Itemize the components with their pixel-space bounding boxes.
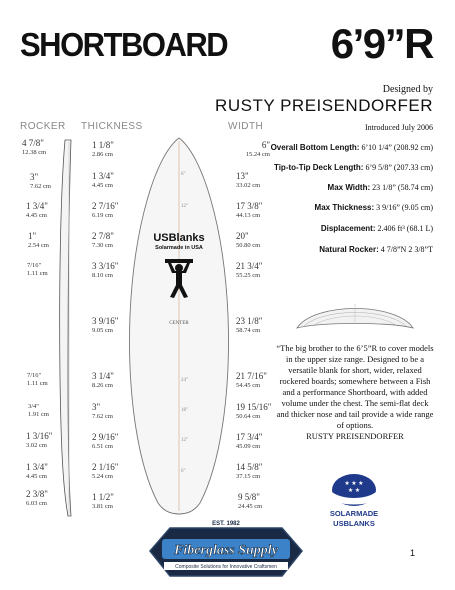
model-type: SHORTBOARD xyxy=(20,26,228,64)
thickness-value: 2 7/16" xyxy=(92,201,119,211)
est-year-label xyxy=(212,521,240,527)
rocker-row-6 xyxy=(27,372,48,388)
rocker-value: 7/16" xyxy=(27,372,42,379)
width-metric: 33.02 cm xyxy=(236,182,261,189)
width-row-4 xyxy=(236,232,260,250)
spec-overall-length xyxy=(271,143,433,152)
width-metric: 44.13 cm xyxy=(236,212,261,219)
board-mark-24: 24" xyxy=(181,378,189,383)
page-number: 1 xyxy=(409,548,415,558)
width-row-7 xyxy=(236,372,267,390)
spec-value: 6’10 1/4” (208.92 cm) xyxy=(361,143,433,152)
thickness-row-6 xyxy=(92,317,118,335)
width-row-9 xyxy=(236,433,262,451)
thickness-value: 2 1/16" xyxy=(92,462,119,472)
rocker-value: 4 7/8" xyxy=(22,138,44,148)
rocker-value: 1 3/16" xyxy=(26,431,53,441)
rocker-metric: 4.45 cm xyxy=(26,473,47,480)
thickness-metric: 7.62 cm xyxy=(92,413,113,420)
fiberglass-supply-logo xyxy=(140,518,312,584)
width-value: 19 15/16" xyxy=(236,402,272,412)
est-year: 1982 xyxy=(226,521,240,527)
description-author: RUSTY PREISENDORFER xyxy=(306,431,404,441)
spec-label: Natural Rocker: xyxy=(319,245,379,254)
width-header: WIDTH xyxy=(228,121,264,132)
rocker-metric: 1.11 cm xyxy=(27,270,48,277)
usblanks-logo-subtitle: Solarmade in USA xyxy=(155,245,203,251)
thickness-value: 1 1/2" xyxy=(92,492,114,502)
surfboard-outline xyxy=(120,135,238,515)
width-row-10 xyxy=(236,463,262,481)
spec-value: 2.406 ft³ (68.1 L) xyxy=(377,224,433,233)
stars-icon-row: ★ ★ xyxy=(347,488,361,494)
width-value: 13" xyxy=(236,171,249,181)
rocker-metric: 7.62 cm xyxy=(30,183,51,190)
rocker-profile xyxy=(56,138,80,518)
thickness-metric: 6.51 cm xyxy=(92,443,113,450)
width-value: 14 5/8" xyxy=(236,462,263,472)
spec-displacement xyxy=(321,224,433,233)
thickness-metric: 6.19 cm xyxy=(92,212,113,219)
thickness-value: 1 3/4" xyxy=(92,171,114,181)
rocker-metric: 6.03 cm xyxy=(26,500,47,507)
deck-cross-section xyxy=(294,296,416,336)
solarmade-text: SOLARMADE xyxy=(329,509,379,518)
board-mark-18: 18" xyxy=(181,408,189,413)
width-metric: 45.09 cm xyxy=(236,443,261,450)
width-value: 9 5/8" xyxy=(238,492,260,502)
thickness-row-11 xyxy=(92,493,114,511)
width-row-2 xyxy=(236,172,260,190)
rocker-value: 3/4" xyxy=(28,403,39,410)
width-metric: 37.15 cm xyxy=(236,473,261,480)
width-row-3 xyxy=(236,202,262,220)
thickness-row-8 xyxy=(92,403,113,421)
thickness-metric: 8.10 cm xyxy=(92,272,113,279)
model-size: 6’9”R xyxy=(330,20,433,67)
thickness-value: 3" xyxy=(92,402,101,412)
width-metric: 55.25 cm xyxy=(236,272,261,279)
thickness-row-3 xyxy=(92,202,118,220)
spec-max-thickness xyxy=(315,203,433,212)
rocker-metric: 3.02 cm xyxy=(26,442,47,449)
thickness-metric: 3.81 cm xyxy=(92,503,113,510)
rocker-row-4 xyxy=(28,232,49,250)
spec-label: Tip-to-Tip Deck Length: xyxy=(273,163,364,172)
thickness-header: THICKNESS xyxy=(81,121,143,132)
designer-name: RUSTY PREISENDORFER xyxy=(215,96,433,115)
rocker-header: ROCKER xyxy=(20,121,66,132)
width-metric: 15.24 cm xyxy=(245,151,270,158)
thickness-metric: 8.26 cm xyxy=(92,382,113,389)
thickness-value: 3 1/4" xyxy=(92,371,114,381)
rocker-metric: 12.38 cm xyxy=(22,149,47,156)
est-label: EST. xyxy=(212,521,225,527)
rocker-metric: 4.45 cm xyxy=(26,212,47,219)
thickness-metric: 2.86 cm xyxy=(92,151,113,158)
thickness-value: 1 1/8" xyxy=(92,140,114,150)
rocker-metric: 1.11 cm xyxy=(27,380,48,387)
rocker-value: 1 3/4" xyxy=(26,201,48,211)
thickness-row-5 xyxy=(92,262,118,280)
stars-icon: ★ ★ ★ xyxy=(344,481,364,487)
thickness-value: 2 7/8" xyxy=(92,231,114,241)
width-metric: 54.45 cm xyxy=(236,382,261,389)
board-mark-6: 6" xyxy=(181,172,186,177)
rocker-value: 2 3/8" xyxy=(26,489,48,499)
board-center-label: CENTER xyxy=(169,321,189,326)
board-mark-12: 12" xyxy=(181,204,189,209)
width-value: 17 3/8" xyxy=(236,201,263,211)
board-mark-6-tail: 6" xyxy=(181,469,186,474)
rocker-row-9 xyxy=(26,463,48,481)
thickness-metric: 4.45 cm xyxy=(92,182,113,189)
width-metric: 50.64 cm xyxy=(236,413,261,420)
rocker-row-2 xyxy=(30,173,51,191)
board-description xyxy=(275,343,435,442)
rocker-row-8 xyxy=(26,432,52,450)
width-value: 21 7/16" xyxy=(236,371,267,381)
width-row-6 xyxy=(236,317,262,335)
fiberglass-supply-text: Fiberglass Supply xyxy=(174,543,278,558)
thickness-row-2 xyxy=(92,172,114,190)
thickness-value: 3 9/16" xyxy=(92,316,119,326)
description-text: “The big brother to the 6’5”R to cover models in the upper size range. Designed to be a versatile blank for short, wider, relaxed rockered boards; somewhere between a Fish and a performance Shortboard, with added volume under the chest. The semi-flat deck and thicker nose and tail provide a wide range of options. xyxy=(276,343,434,430)
width-value: 17 3/4" xyxy=(236,432,263,442)
spec-value: 3 9/16” (9.05 cm) xyxy=(376,203,433,212)
designed-by-label: Designed by xyxy=(382,84,433,95)
thickness-row-10 xyxy=(92,463,118,481)
thickness-value: 3 3/16" xyxy=(92,261,119,271)
thickness-row-4 xyxy=(92,232,114,250)
spec-value: 23 1/8” (58.74 cm) xyxy=(372,183,433,192)
thickness-row-7 xyxy=(92,372,114,390)
width-row-11 xyxy=(238,493,262,511)
spec-label: Max Width: xyxy=(327,183,371,192)
rocker-value: 7/16" xyxy=(27,262,42,269)
usblanks-text: USBLANKS xyxy=(333,519,375,528)
spec-label: Displacement: xyxy=(320,224,376,233)
thickness-metric: 7.30 cm xyxy=(92,242,113,249)
introduced-date: Introduced July 2006 xyxy=(365,123,433,132)
spec-natural-rocker xyxy=(319,245,433,254)
spec-deck-length xyxy=(274,163,433,172)
width-row-1 xyxy=(240,141,270,159)
rocker-metric: 2.54 cm xyxy=(28,242,49,249)
width-row-8 xyxy=(236,403,271,421)
width-row-5 xyxy=(236,262,262,280)
rocker-value: 1 3/4" xyxy=(26,462,48,472)
thickness-row-9 xyxy=(92,433,118,451)
width-value: 21 3/4" xyxy=(236,261,263,271)
rocker-row-10 xyxy=(26,490,48,508)
rocker-metric: 1.91 cm xyxy=(28,411,49,418)
spec-max-width xyxy=(328,183,433,192)
rocker-row-3 xyxy=(26,202,48,220)
spec-value: 4 7/8”N 2 3/8”T xyxy=(380,245,433,254)
width-value: 23 1/8" xyxy=(236,316,263,326)
spec-label: Max Thickness: xyxy=(314,203,375,212)
thickness-row-1 xyxy=(92,141,114,159)
spec-value: 6’9 5/8” (207.33 cm) xyxy=(365,163,433,172)
thickness-metric: 9.05 cm xyxy=(92,327,113,334)
rocker-value: 3" xyxy=(30,172,39,182)
rocker-value: 1" xyxy=(28,231,37,241)
spec-label: Overall Bottom Length: xyxy=(270,143,360,152)
width-metric: 50.80 cm xyxy=(236,242,261,249)
width-metric: 58.74 cm xyxy=(236,327,261,334)
board-mark-12-tail: 12" xyxy=(181,438,189,443)
rocker-row-7 xyxy=(28,403,49,419)
rocker-row-1 xyxy=(22,139,46,157)
fiberglass-tagline: Composite Solutions for Innovative Craftsmen xyxy=(175,564,277,570)
rocker-row-5 xyxy=(27,262,48,278)
thickness-value: 2 9/16" xyxy=(92,432,119,442)
usblanks-logo-text: USBlanks xyxy=(153,232,205,244)
width-value: 20" xyxy=(236,231,249,241)
solarmade-logo xyxy=(322,470,386,534)
width-metric: 24.45 cm xyxy=(238,503,263,510)
thickness-metric: 5.24 cm xyxy=(92,473,113,480)
width-value: 6" xyxy=(261,140,270,150)
